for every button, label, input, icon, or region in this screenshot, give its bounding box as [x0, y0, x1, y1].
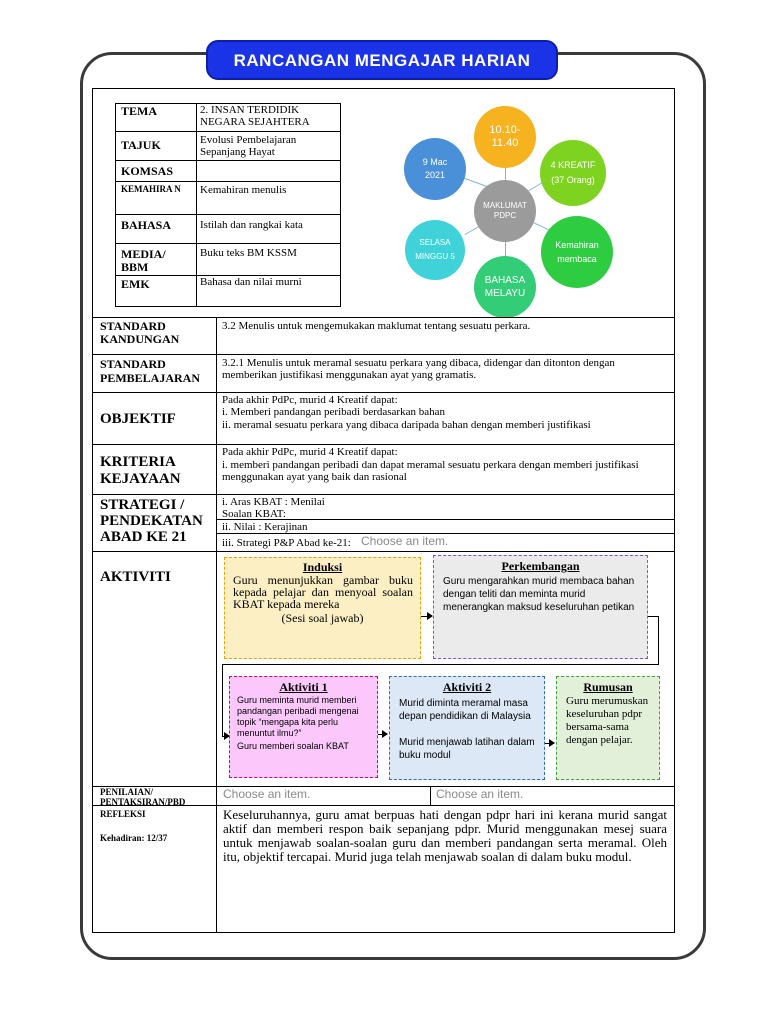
penilaian-choose-1[interactable]: Choose an item.: [223, 787, 311, 801]
info-value-kemahiran: Kemahiran menulis: [200, 184, 287, 196]
objektif-line1: Pada akhir PdPc, murid 4 Kreatif dapat:: [222, 394, 398, 406]
info-label-emk: EMK: [121, 277, 150, 291]
aktiviti1-text2: Guru memberi soalan KBAT: [237, 741, 349, 751]
objektif-line2: i. Memberi pandangan peribadi berdasarkan bahan: [222, 406, 445, 418]
circle-kemahiran: [541, 216, 613, 288]
aktiviti-label: AKTIVITI: [100, 569, 171, 585]
kriteria-line2: i. memberi pandangan peribadi dan dapat meramal sesuatu perkara dengan memberi justifikasi menggunakan ayat yang baik dan rasional: [222, 459, 639, 483]
strategi-line1: i. Aras KBAT : Menilai: [222, 496, 325, 508]
circle-masa: [474, 106, 536, 168]
refleksi-text: Keseluruhannya, guru amat berpuas hati dengan pdpr hari ini kerana murid sangat aktif dan memberi respon baik sepanjang pdpr. Murid menggunakan mesej suara untuk menjawab soalan-soalan guru dan memberi pandangan serta meramal. Oleh itu, objektif tercapai. Murid juga telah menjawab soalan di dalam buku modul.: [223, 807, 667, 864]
circle-kemahiran-text: Kemahiran membaca: [555, 240, 599, 264]
strategi-line2: Soalan KBAT:: [222, 508, 286, 520]
info-label-tema: TEMA: [121, 104, 157, 118]
title-banner: [206, 40, 558, 80]
sk-label: STANDARD KANDUNGAN: [100, 319, 180, 346]
info-label-tajuk: TAJUK: [121, 138, 161, 152]
perkembangan-text: Guru mengarahkan murid membaca bahan dengan teliti dan meminta murid menerangkan maksud keseluruhan petikan: [443, 576, 635, 613]
circle-hari: [405, 220, 465, 280]
kehadiran-label: Kehadiran: 12/37: [100, 833, 168, 843]
info-value-emk: Bahasa dan nilai murni: [200, 276, 302, 288]
strategi-choose-dropdown[interactable]: Choose an item.: [361, 534, 449, 548]
objektif-label: OBJEKTIF: [100, 411, 176, 427]
aktiviti1-title: Aktiviti 1: [279, 680, 328, 694]
aktiviti1-text: Guru meminta murid memberi pandangan peribadi mengenai topik “mengapa kita perlu menuntut ilmu?”: [237, 695, 359, 738]
info-value-media: Buku teks BM KSSM: [200, 247, 297, 259]
circle-bahasa-text: BAHASA MELAYU: [484, 275, 526, 299]
penilaian-label: PENILAIAN/ PENTAKSIRAN/PBD: [100, 787, 186, 807]
info-value-bahasa: Istilah dan rangkai kata: [200, 219, 303, 231]
kriteria-line1: Pada akhir PdPc, murid 4 Kreatif dapat:: [222, 446, 398, 458]
circle-tarikh-text: 9 Mac 2021: [422, 157, 448, 180]
circle-bahasa: [474, 256, 536, 318]
circle-center-text: MAKLUMAT PDPC: [483, 201, 527, 220]
info-label-bahasa: BAHASA: [121, 218, 172, 232]
info-value-tajuk: Evolusi Pembelajaran Sepanjang Hayat: [200, 134, 297, 158]
sk-value: 3.2 Menulis untuk mengemukakan maklumat tentang sesuatu perkara.: [222, 320, 531, 332]
sp-label: STANDARD PEMBELAJARAN: [100, 357, 201, 385]
aktiviti2-text: Murid diminta meramal masa depan pendidikan di Malaysia: [399, 698, 531, 722]
circle-tarikh: [404, 138, 466, 200]
label-column-divider: [216, 317, 217, 933]
induksi-note: (Sesi soal jawab): [281, 611, 364, 625]
info-label-media: MEDIA/ BBM: [121, 247, 166, 274]
circle-bilangan-text: (37 Orang): [551, 175, 595, 185]
refleksi-label: REFLEKSI: [100, 809, 146, 819]
circle-masa-text: 10.10- 11.40: [489, 124, 521, 149]
banner-title: RANCANGAN MENGAJAR HARIAN: [233, 51, 531, 70]
info-table-divider: [196, 103, 197, 307]
perkembangan-title: Perkembangan: [501, 559, 580, 573]
rumusan-text: Guru merumuskan keseluruhan pdpr bersama-sama dengan pelajar.: [566, 695, 649, 746]
circle-center: [474, 180, 536, 242]
circle-kelas-text: 4 KREATIF: [550, 160, 596, 170]
info-label-kemahiran: KEMAHIRA N: [121, 184, 181, 194]
sp-value: 3.2.1 Menulis untuk meramal sesuatu perkara yang dibaca, didengar dan ditonton dengan memberikan justifikasi menggunakan ayat yang gramatis.: [222, 357, 615, 381]
induksi-title: Induksi: [302, 560, 343, 574]
aktiviti2-title: Aktiviti 2: [442, 680, 492, 694]
strategi-line4: iii. Strategi P&P Abad ke-21:: [222, 537, 351, 549]
circle-hari-text: SELASA MINGGU 5: [415, 238, 455, 261]
rumusan-title: Rumusan: [583, 680, 633, 694]
info-label-komsas: KOMSAS: [121, 164, 174, 178]
induksi-text: Guru menunjukkan gambar buku kepada pelajar dan menyoal soalan KBAT kepada mereka: [233, 573, 413, 611]
objektif-line3: ii. meramal sesuatu perkara yang dibaca daripada bahan dengan memberi justifikasi: [222, 419, 591, 431]
aktiviti2-text2: Murid menjawab latihan dalam buku modul: [399, 737, 535, 761]
penilaian-choose-2[interactable]: Choose an item.: [436, 787, 524, 801]
circle-kelas: [540, 140, 606, 206]
strategi-line3: ii. Nilai : Kerajinan: [222, 521, 308, 533]
strategi-label: STRATEGI / PENDEKATAN ABAD KE 21: [100, 497, 203, 545]
info-value-tema: 2. INSAN TERDIDIK NEGARA SEJAHTERA: [200, 104, 310, 128]
kriteria-label: KRITERIA KEJAYAAN: [100, 454, 181, 487]
